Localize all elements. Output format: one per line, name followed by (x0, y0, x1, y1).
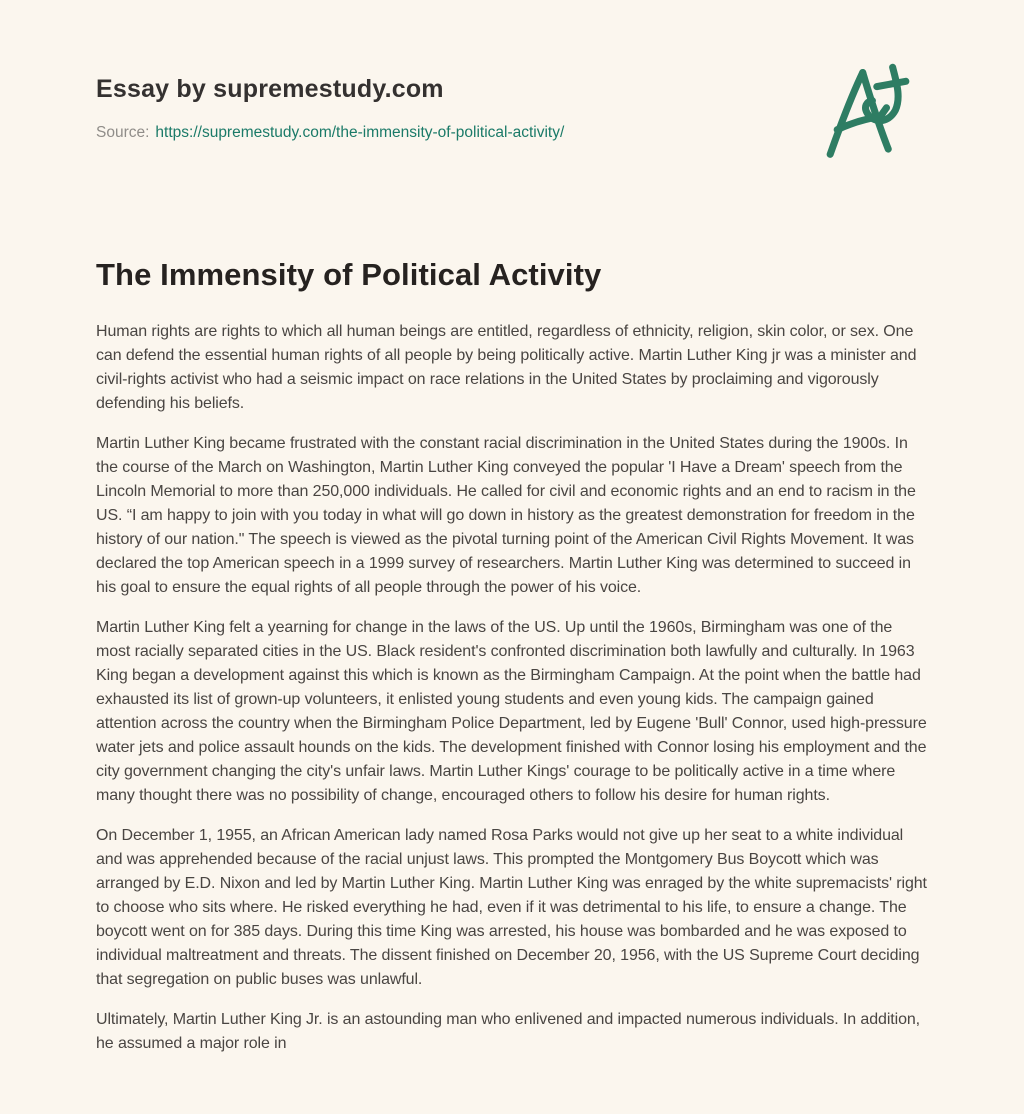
a-plus-logo-icon (824, 62, 912, 164)
essay-paragraph-1: Human rights are rights to which all human beings are entitled, regardless of ethnicity, religion, skin color, or sex. One can defend the essential human rights of all people by being politically active. Martin Luther King jr was a minister and civil-rights activist who had a seismic impact on race relations in the United States by proclaiming and vigorously defending his beliefs. (96, 323, 917, 412)
essay-paragraph-2: Martin Luther King became frustrated with the constant racial discrimination in the United States during the 1900s. In the course of the March on Washington, Martin Luther King conveyed the popular 'I Have a Dream' speech from the Lincoln Memorial to more than 250,000 individuals. He called for civil and economic rights and an end to racism in the US. “I am happy to join with you today in what will go down in history as the greatest demonstration for freedom in the history of our nation." The speech is viewed as the pivotal turning point of the American Civil Rights Movement. It was declared the top American speech in a 1999 survey of researchers. Martin Luther King was determined to succeed in his goal to ensure the equal rights of all people through the power of his voice. (96, 435, 916, 596)
page-header (96, 74, 928, 143)
source-link[interactable]: https://supremestudy.com/the-immensity-of-political-activity/ (155, 124, 565, 141)
essay-paragraph-4: On December 1, 1955, an African American lady named Rosa Parks would not give up her seat to a white individual and was apprehended because of the racial unjust laws. This prompted the Montgomery Bus Boycott which was arranged by E.D. Nixon and led by Martin Luther King. Martin Luther King was enraged by the white supremacists' right to choose who sits where. He risked everything he had, even if it was detrimental to his life, to ensure a change. The boycott went on for 385 days. During this time King was arrested, his house was bombarded and he was exposed to individual maltreatment and threats. The dissent finished on December 20, 1956, with the US Supreme Court deciding that segregation on public buses was unlawful. (96, 827, 927, 988)
essay-article (96, 256, 928, 1056)
source-label: Source: (96, 124, 150, 141)
source-line (96, 123, 928, 143)
byline: Essay by supremestudy.com (96, 75, 444, 103)
page-title: The Immensity of Political Activity (96, 257, 602, 292)
essay-paragraph-3: Martin Luther King felt a yearning for change in the laws of the US. Up until the 1960s, Birmingham was one of the most racially separated cities in the US. Black resident's confronted discrimination both lawfully and culturally. In 1963 King began a development against this which is known as the Birmingham Campaign. At the point when the battle had exhausted its list of grown-up volunteers, it enlisted young students and even young kids. The campaign gained attention across the country when the Birmingham Police Department, led by Eugene 'Bull' Connor, used high-pressure water jets and police assault hounds on the kids. The development finished with Connor losing his employment and the city government changing the city's unfair laws. Martin Luther Kings' courage to be politically active in a time where many thought there was no possibility of change, encouraged others to follow his desire for human rights. (96, 619, 927, 804)
essay-paragraph-5: Ultimately, Martin Luther King Jr. is an astounding man who enlivened and impacted numerous individuals. In addition, he assumed a major role in (96, 1011, 921, 1052)
